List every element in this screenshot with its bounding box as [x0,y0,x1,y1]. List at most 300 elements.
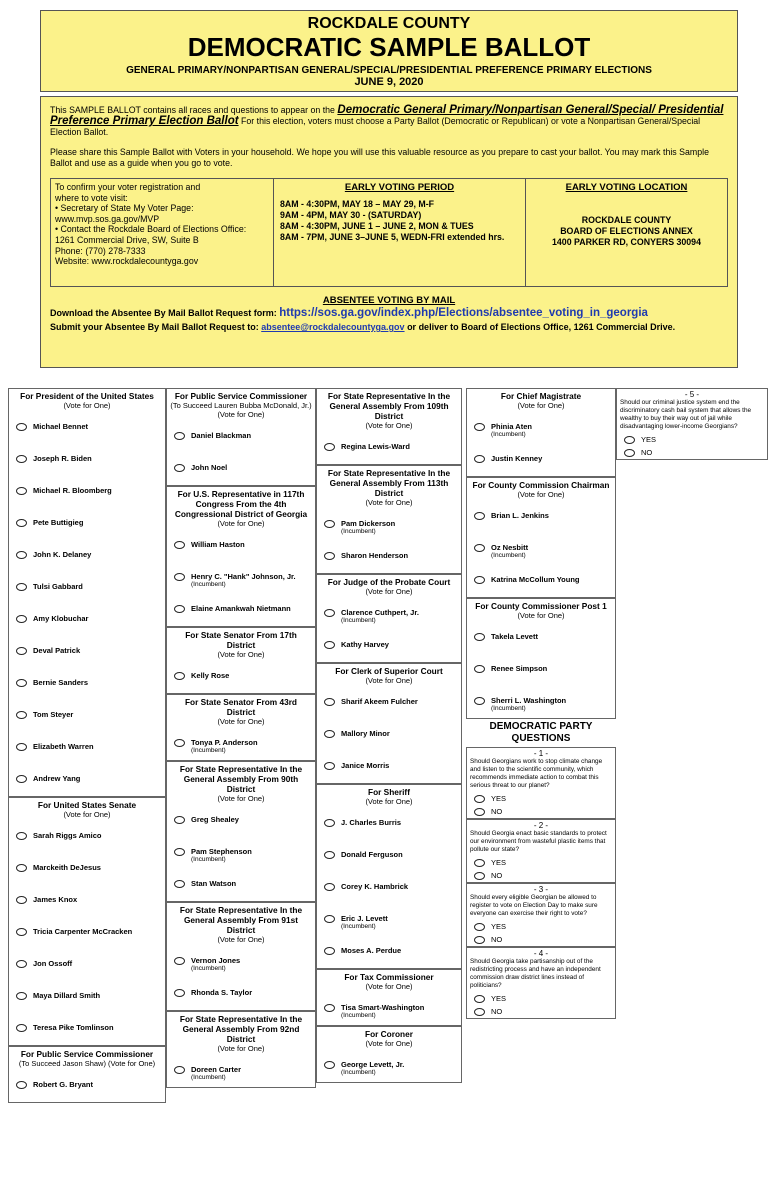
vote-oval[interactable] [474,512,485,520]
vote-oval[interactable] [16,1081,27,1089]
race-instructions: (Vote for One) [365,587,413,596]
ballot-column-4 [466,388,616,1019]
vote-oval[interactable] [174,848,185,856]
race-box [166,627,316,694]
incumbent-label: (Incumbent) [341,1069,376,1076]
candidate-name: Corey K. Hambrick [341,882,409,891]
candidate-name: Doreen Carter [191,1065,242,1074]
candidate-option[interactable] [12,863,162,883]
absentee-submit-text: or deliver to Board of Elections Office, 1261 Commercial Drive. [407,322,676,332]
race-box [316,388,462,465]
vote-oval[interactable] [324,762,335,770]
race-box [166,486,316,627]
candidate-name: Bernie Sanders [33,678,89,687]
candidate-option[interactable] [170,815,312,835]
incumbent-label: (Incumbent) [491,431,526,438]
candidate-label [341,761,389,770]
vote-oval[interactable] [174,541,185,549]
vote-oval[interactable] [624,449,635,457]
registration-line: 1261 Commercial Drive, SW, Suite B [55,234,199,245]
incumbent-label: (Incumbent) [191,856,226,863]
early-voting-table [50,178,728,287]
vote-oval[interactable] [16,487,27,495]
candidate-option[interactable] [12,774,162,794]
candidate-option[interactable] [170,1065,312,1085]
candidate-option[interactable] [12,742,162,762]
vote-oval[interactable] [174,989,185,997]
race-title: For Sheriff [368,787,410,797]
vote-oval[interactable] [16,647,27,655]
candidate-option[interactable] [12,991,162,1011]
question-number: - 1 - [533,749,549,758]
candidate-label [491,696,566,712]
question-number: - 5 - [684,390,700,399]
candidate-option[interactable] [170,540,312,560]
candidate-option[interactable] [320,729,458,749]
candidate-option[interactable] [320,1060,458,1080]
vote-oval[interactable] [16,864,27,872]
vote-oval[interactable] [16,1024,27,1032]
county-name: ROCKDALE COUNTY [307,15,471,32]
candidate-option[interactable] [320,818,458,838]
vote-oval[interactable] [174,880,185,888]
vote-oval[interactable] [16,992,27,1000]
vote-oval[interactable] [324,1061,335,1069]
candidate-name: Rhonda S. Taylor [191,988,253,997]
vote-oval[interactable] [324,609,335,617]
ballot-question [466,883,616,947]
candidate-option[interactable] [320,442,458,462]
candidate-name: Andrew Yang [33,774,81,783]
candidate-label [33,831,102,840]
candidate-option[interactable] [170,879,312,899]
question-number: - 3 - [533,885,549,894]
candidate-label [491,422,532,438]
vote-oval[interactable] [474,1008,485,1016]
vote-oval[interactable] [16,615,27,623]
vote-oval[interactable] [174,816,185,824]
registration-line: • Secretary of State My Voter Page: [55,203,194,214]
candidate-name: George Levett, Jr. [341,1060,405,1069]
vote-oval[interactable] [174,432,185,440]
vote-oval[interactable] [324,641,335,649]
candidate-label [341,818,401,827]
race-title: For Public Service Commissioner [20,1049,154,1059]
race-title: For Clerk of Superior Court [335,666,443,676]
location-line: BOARD OF ELECTIONS ANNEX [560,226,693,236]
no-option[interactable] [474,872,612,880]
candidate-option[interactable] [12,614,162,634]
candidate-option[interactable] [12,486,162,506]
race-instructions: (Vote for One) [517,490,565,499]
early-voting-hours: 9AM - 4PM, MAY 30 - (SATURDAY) [280,210,422,220]
candidate-label [191,1065,241,1081]
race-instructions: (Vote for One) [217,1044,265,1053]
candidate-option[interactable] [12,959,162,979]
candidate-name: William Haston [191,540,245,549]
vote-oval[interactable] [16,960,27,968]
candidate-label [491,632,538,641]
candidate-option[interactable] [170,847,312,867]
candidate-option[interactable] [12,895,162,915]
candidate-option[interactable] [12,1080,162,1100]
vote-oval[interactable] [474,423,485,431]
candidate-name: Kathy Harvey [341,640,389,649]
race-instructions: (Vote for One) [365,982,413,991]
ballot-column-1 [8,388,166,1103]
candidate-option[interactable] [170,604,312,624]
candidate-option[interactable] [470,454,612,474]
question-text: Should Georgia take partisanship out of the redistricting process and have an independent commission draw district lines instead of politicians? [470,958,601,989]
candidate-option[interactable] [170,463,312,483]
race-title: For State Representative In the General Assembly From 109th District [327,391,451,421]
candidate-label [33,863,101,872]
candidate-name: Henry C. "Hank" Johnson, Jr. [191,572,296,581]
location-line: ROCKDALE COUNTY [581,215,672,225]
race-box [316,465,462,574]
registration-line: where to vote visit: [55,192,128,203]
candidate-label [341,850,403,859]
vote-oval[interactable] [16,519,27,527]
race-box [166,694,316,761]
vote-oval[interactable] [174,957,185,965]
candidate-label [191,604,291,613]
candidate-option[interactable] [320,697,458,717]
ballot-column-2 [166,388,316,1088]
absentee-form-link[interactable]: https://sos.ga.gov/index.php/Elections/absentee_voting_in_georgia [279,307,648,319]
race-instructions: (Vote for One) [365,421,413,430]
candidate-name: Eric J. Levett [341,914,388,923]
candidate-option[interactable] [470,696,612,716]
race-instructions: (To Succeed Lauren Bubba McDonald, Jr.) (Vote for One) [170,401,312,419]
candidate-option[interactable] [170,572,312,592]
race-title: For State Senator From 17th District [185,630,297,650]
no-option[interactable] [474,808,612,816]
absentee-email-link[interactable]: absentee@rockdalecountyga.gov [261,322,405,332]
candidate-option[interactable] [170,431,312,451]
vote-oval[interactable] [324,520,335,528]
candidate-label [491,664,547,673]
race-box [8,1046,166,1103]
vote-oval[interactable] [324,443,335,451]
candidate-option[interactable] [320,946,458,966]
no-option[interactable] [474,1008,612,1016]
info-paragraph-1 [50,105,728,138]
race-instructions: (Vote for One) [63,810,111,819]
info-paragraph-2: Please share this Sample Ballot with Voters in your household. We hope you will use this valuable resource as you prepare to cast your ballot. You may mark this Sample Ballot and use as a guide when you go to vote. [50,147,709,168]
absentee-title: ABSENTEE VOTING BY MAIL [322,295,456,306]
candidate-label [491,543,528,559]
candidate-label [341,697,418,706]
candidate-name: Pam Dickerson [341,519,396,528]
candidate-option[interactable] [470,632,612,652]
race-instructions: (Vote for One) [217,794,265,803]
incumbent-label: (Incumbent) [191,965,226,972]
option-label: NO [491,807,503,816]
race-title: For United States Senate [37,800,137,810]
vote-oval[interactable] [16,423,27,431]
vote-oval[interactable] [474,995,485,1003]
vote-oval[interactable] [16,928,27,936]
candidate-option[interactable] [12,422,162,442]
candidate-name: John Noel [191,463,228,472]
vote-oval[interactable] [474,455,485,463]
no-option[interactable] [624,449,764,457]
candidate-name: Elaine Amankwah Nietmann [191,604,291,613]
vote-oval[interactable] [16,551,27,559]
vote-oval[interactable] [16,455,27,463]
vote-oval[interactable] [174,605,185,613]
early-voting-location [526,179,727,286]
absentee-submit-line [50,320,728,334]
candidate-name: Brian L. Jenkins [491,511,549,520]
candidate-name: Michael R. Bloomberg [33,486,112,495]
absentee-download-line [50,306,728,320]
vote-oval[interactable] [324,947,335,955]
candidate-label [33,678,88,687]
candidate-label [191,956,240,972]
race-box [316,784,462,969]
candidate-name: Maya Dillard Smith [33,991,101,1000]
vote-oval[interactable] [174,573,185,581]
vote-oval[interactable] [474,936,485,944]
question-number: - 4 - [533,949,549,958]
candidate-option[interactable] [320,850,458,870]
race-title: For State Senator From 43rd District [184,697,298,717]
yes-option[interactable] [474,859,612,867]
incumbent-label: (Incumbent) [491,552,526,559]
candidate-name: Tisa Smart-Washington [341,1003,425,1012]
race-title: For State Representative In the General Assembly From 92nd District [179,1014,303,1044]
incumbent-label: (Incumbent) [491,705,526,712]
candidate-name: Sharif Akeem Fulcher [341,697,418,706]
candidate-option[interactable] [320,761,458,781]
candidate-name: Daniel Blackman [191,431,252,440]
question-text: Should Georgia enact basic standards to protect our environment from wasteful plastic items that pollute our state? [470,830,607,853]
candidate-option[interactable] [470,575,612,595]
candidate-name: James Knox [33,895,78,904]
candidate-name: Katrina McCollum Young [491,575,580,584]
candidate-option[interactable] [320,1003,458,1023]
vote-oval[interactable] [174,672,185,680]
candidate-option[interactable] [320,608,458,628]
vote-oval[interactable] [474,633,485,641]
ballot-type-link: Democratic General Primary/Nonpartisan General/Special/ Presidential Preference Primary Election Ballot [50,104,724,127]
candidate-name: Moses A. Perdue [341,946,402,955]
candidate-name: Jon Ossoff [33,959,73,968]
candidate-option[interactable] [170,738,312,758]
absentee-download-label: Download the Absentee By Mail Ballot Request form: [50,308,277,318]
race-title: For State Representative In the General Assembly From 91st District [179,905,303,935]
candidate-name: Amy Klobuchar [33,614,89,623]
candidate-option[interactable] [470,543,612,563]
race-title: For Public Service Commissioner [174,391,308,401]
candidate-option[interactable] [12,582,162,602]
vote-oval[interactable] [624,436,635,444]
candidate-label [491,454,542,463]
vote-oval[interactable] [474,859,485,867]
candidate-label [191,572,296,588]
candidate-label [341,946,401,955]
registration-line: Phone: (770) 278-7333 [55,245,146,256]
candidate-option[interactable] [12,927,162,947]
yes-option[interactable] [474,995,612,1003]
vote-oval[interactable] [474,544,485,552]
vote-oval[interactable] [174,464,185,472]
candidate-option[interactable] [470,422,612,442]
option-label: NO [491,935,503,944]
no-option[interactable] [474,936,612,944]
race-title: For County Commissioner Post 1 [475,601,607,611]
candidate-name: Pete Buttigieg [33,518,84,527]
candidate-option[interactable] [320,882,458,902]
question-number: - 2 - [533,821,549,830]
registration-line: www.mvp.sos.ga.gov/MVP [55,213,160,224]
incumbent-label: (Incumbent) [341,923,376,930]
vote-oval[interactable] [174,1066,185,1074]
race-instructions: (Vote for One) [217,717,265,726]
candidate-name: J. Charles Burris [341,818,402,827]
vote-oval[interactable] [16,775,27,783]
race-instructions: (Vote for One) [217,650,265,659]
location-title: EARLY VOTING LOCATION [565,182,688,193]
question-text: Should our criminal justice system end the discriminatory cash bail system that allows the wealthy to buy their way out of jail while disadvantaging lower-income Georgians? [620,399,752,430]
candidate-name: Takela Levett [491,632,538,641]
candidate-name: Regina Lewis-Ward [341,442,410,451]
candidate-label [33,550,91,559]
candidate-label [33,774,80,783]
vote-oval[interactable] [474,808,485,816]
vote-oval[interactable] [324,851,335,859]
candidate-option[interactable] [12,454,162,474]
yes-option[interactable] [474,923,612,931]
vote-oval[interactable] [324,915,335,923]
candidate-label [33,646,80,655]
candidate-option[interactable] [170,988,312,1008]
vote-oval[interactable] [474,923,485,931]
ballot-column-3 [316,388,462,1083]
candidate-label [191,879,236,888]
question-text: Should every eligible Georgian be allowed to register to vote on Election Day to make sure everyone can exercise their right to vote? [470,894,598,917]
yes-option[interactable] [474,795,612,803]
vote-oval[interactable] [324,1004,335,1012]
candidate-name: Oz Nesbitt [491,543,529,552]
candidate-label [33,710,73,719]
vote-oval[interactable] [324,819,335,827]
early-voting-hours: 8AM - 4:30PM, JUNE 1 – JUNE 2, MON & TUES [280,221,474,231]
vote-oval[interactable] [16,679,27,687]
candidate-option[interactable] [320,519,458,539]
candidate-name: Tricia Carpenter McCracken [33,927,133,936]
candidate-option[interactable] [320,914,458,934]
race-box [166,761,316,902]
candidate-name: Stan Watson [191,879,237,888]
candidate-option[interactable] [320,551,458,571]
candidate-label [33,1080,93,1089]
race-instructions: (To Succeed Jason Shaw) (Vote for One) [18,1059,156,1068]
incumbent-label: (Incumbent) [341,617,376,624]
candidate-name: Justin Kenney [491,454,543,463]
candidate-option[interactable] [470,664,612,684]
candidate-option[interactable] [12,518,162,538]
question-text: Should Georgians work to stop climate change and listen to the scientific community, which recommends immediate action to combat this serious threat to our planet? [470,758,603,789]
yes-option[interactable] [624,436,764,444]
absentee-submit-label: Submit your Absentee By Mail Ballot Request to: [50,322,259,332]
registration-line: To confirm your voter registration and [55,182,201,192]
candidate-option[interactable] [12,710,162,730]
vote-oval[interactable] [474,697,485,705]
candidate-label [33,614,88,623]
candidate-option[interactable] [12,1023,162,1043]
race-box [8,388,166,797]
race-box [166,1011,316,1088]
candidate-name: Robert G. Bryant [33,1080,94,1089]
option-label: YES [491,994,507,1003]
candidate-label [491,575,579,584]
race-title: For Chief Magistrate [500,391,582,401]
option-label: NO [491,1007,503,1016]
candidate-label [341,729,390,738]
candidate-option[interactable] [470,511,612,531]
early-voting-period [274,179,526,286]
vote-oval[interactable] [16,583,27,591]
candidate-label [191,463,227,472]
candidate-name: Donald Ferguson [341,850,403,859]
vote-oval[interactable] [324,883,335,891]
candidate-label [341,608,419,624]
candidate-option[interactable] [12,646,162,666]
candidate-option[interactable] [12,831,162,851]
race-instructions: (Vote for One) [365,797,413,806]
candidate-name: Clarence Cuthpert, Jr. [341,608,419,617]
candidate-option[interactable] [170,956,312,976]
candidate-option[interactable] [170,671,312,691]
vote-oval[interactable] [474,872,485,880]
vote-oval[interactable] [474,576,485,584]
candidate-label [33,486,112,495]
candidate-name: Tulsi Gabbard [33,582,83,591]
race-title: For Judge of the Probate Court [327,577,451,587]
candidate-label [33,927,132,936]
candidate-label [341,882,408,891]
candidate-label [341,640,389,649]
candidate-option[interactable] [12,678,162,698]
vote-oval[interactable] [16,711,27,719]
vote-oval[interactable] [16,743,27,751]
race-instructions: (Vote for One) [517,401,565,410]
vote-oval[interactable] [324,730,335,738]
candidate-label [191,431,251,440]
vote-oval[interactable] [324,552,335,560]
vote-oval[interactable] [474,795,485,803]
candidate-label [491,511,549,520]
candidate-label [33,454,92,463]
candidate-name: Janice Morris [341,761,390,770]
vote-oval[interactable] [324,698,335,706]
candidate-option[interactable] [320,640,458,660]
early-voting-title: EARLY VOTING PERIOD [344,182,455,193]
race-instructions: (Vote for One) [63,401,111,410]
race-box [8,797,166,1046]
candidate-option[interactable] [12,550,162,570]
vote-oval[interactable] [174,739,185,747]
candidate-name: Mallory Minor [341,729,390,738]
vote-oval[interactable] [474,665,485,673]
vote-oval[interactable] [16,832,27,840]
candidate-name: Kelly Rose [191,671,230,680]
vote-oval[interactable] [16,896,27,904]
incumbent-label: (Incumbent) [191,1074,226,1081]
